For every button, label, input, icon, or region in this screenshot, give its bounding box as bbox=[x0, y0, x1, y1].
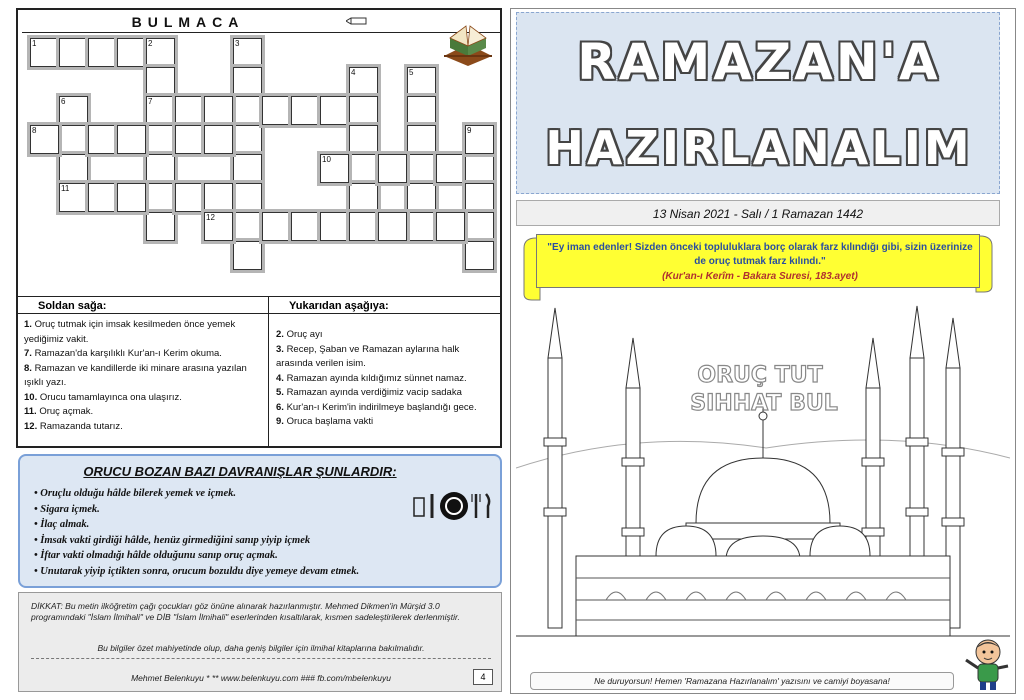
crossword-cell[interactable] bbox=[320, 212, 349, 241]
verse-scroll bbox=[522, 232, 994, 302]
notice-panel bbox=[18, 592, 502, 692]
notice-separator bbox=[31, 658, 491, 659]
crossword-cell[interactable] bbox=[349, 154, 378, 183]
crossword-cell[interactable] bbox=[117, 125, 146, 154]
crossword-cell[interactable] bbox=[233, 241, 262, 270]
title-line-1: RAMAZAN'A bbox=[577, 33, 941, 91]
crossword-cell[interactable] bbox=[146, 67, 175, 96]
coloring-prompt: Ne duruyorsun! Hemen 'Ramazana Hazırlanalım' yazısını ve camiyi boyasana! bbox=[530, 672, 954, 690]
crossword-cell[interactable] bbox=[88, 38, 117, 67]
verse-body bbox=[536, 234, 980, 288]
title-line-2: HAZIRLANALIM bbox=[545, 121, 973, 175]
cell-number: 10 bbox=[322, 155, 331, 164]
crossword-cell[interactable] bbox=[436, 212, 465, 241]
crossword-cell[interactable] bbox=[117, 183, 146, 212]
fast-breaker-item: • İmsak vakti girdiği hâlde, henüz girmediğini sanıp yiyip içmek bbox=[34, 534, 311, 546]
crossword-cell[interactable] bbox=[146, 154, 175, 183]
cell-number: 11 bbox=[61, 184, 70, 193]
fast-breaker-item: • İlaç almak. bbox=[34, 519, 90, 530]
crossword-cell[interactable] bbox=[465, 241, 494, 270]
crossword-panel bbox=[16, 8, 502, 448]
crossword-cell[interactable] bbox=[204, 183, 233, 212]
cell-number: 9 bbox=[467, 126, 472, 135]
cell-number: 4 bbox=[351, 68, 356, 77]
crossword-cell[interactable] bbox=[175, 125, 204, 154]
clue-item: 8. Ramazan ve kandillerde iki minare arasına yazılan ışıklı yazı. bbox=[24, 362, 247, 388]
clue-item: 2. Oruç ayı bbox=[276, 329, 323, 340]
banner-line-1: ORUÇ TUT bbox=[697, 363, 823, 388]
verse-reference: (Kur'an-ı Kerîm - Bakara Suresi, 183.ayet) bbox=[662, 271, 858, 282]
page-number: 4 bbox=[473, 669, 493, 685]
mosque-illustration bbox=[516, 298, 1010, 648]
fast-breaker-item: • Oruçlu olduğu hâlde bilerek yemek ve içmek. bbox=[34, 488, 236, 499]
crossword-cell[interactable] bbox=[378, 212, 407, 241]
crossword-cell[interactable] bbox=[117, 38, 146, 67]
crossword-cell[interactable] bbox=[436, 154, 465, 183]
cell-number: 12 bbox=[206, 213, 215, 222]
crossword-cell[interactable] bbox=[146, 212, 175, 241]
cell-number: 5 bbox=[409, 68, 414, 77]
left-page bbox=[10, 8, 500, 694]
crossword-cell[interactable] bbox=[407, 125, 436, 154]
verse-text: "Ey iman edenler! Sizden önceki topluluklara borç olarak farz kılındığı gibi, sizin üzerinize de oruç tutmak farz kılındı." bbox=[547, 242, 973, 267]
cell-number: 1 bbox=[32, 39, 37, 48]
title-divider bbox=[22, 32, 500, 33]
crossword-cell[interactable] bbox=[465, 212, 494, 241]
author-footer: Mehmet Belenkuyu * ** www.belenkuyu.com ### fb.com/mbelenkuyu bbox=[131, 673, 391, 683]
fast-breaker-item: • Unutarak yiyip içtikten sonra, orucum bozuldu diye yemeye devam etmek. bbox=[34, 565, 360, 577]
crossword-cell[interactable] bbox=[349, 125, 378, 154]
cell-number: 7 bbox=[148, 97, 153, 106]
clue-item: 5. Ramazan ayında verdiğimiz vacip sadaka bbox=[276, 387, 462, 398]
crossword-cell[interactable] bbox=[378, 154, 407, 183]
crossword-cell[interactable] bbox=[88, 125, 117, 154]
crossword-cell[interactable] bbox=[465, 183, 494, 212]
fast-breakers-panel bbox=[18, 454, 502, 588]
crossword-cell[interactable] bbox=[291, 212, 320, 241]
crossword-grid bbox=[30, 38, 496, 290]
crossword-title: BULMACA bbox=[131, 14, 245, 30]
crossword-cell[interactable] bbox=[146, 125, 175, 154]
clue-item: 7. Ramazan'da karşılıklı Kur'an-ı Kerim okuma. bbox=[24, 348, 222, 359]
notice-subtext: Bu bilgiler özet mahiyetinde olup, daha geniş bilgiler için ilmihal kitaplarına bakılmalıdır. bbox=[97, 643, 425, 653]
crossword-cell[interactable] bbox=[349, 183, 378, 212]
cell-number: 6 bbox=[61, 97, 66, 106]
clue-divider bbox=[268, 296, 269, 446]
across-clues bbox=[24, 318, 262, 434]
crossword-cell[interactable] bbox=[204, 125, 233, 154]
banner-line-2: SIHHAT BUL bbox=[690, 391, 838, 416]
clue-item: 10. Orucu tamamlayınca ona ulaşırız. bbox=[24, 391, 182, 403]
crossword-cell[interactable] bbox=[465, 154, 494, 183]
crossword-cell[interactable] bbox=[291, 96, 320, 125]
fast-breakers-title: ORUCU BOZAN BAZI DAVRANIŞLAR ŞUNLARDIR: bbox=[83, 464, 397, 479]
crossword-cell[interactable] bbox=[88, 183, 117, 212]
crossword-cell[interactable] bbox=[233, 212, 262, 241]
crossword-cell[interactable] bbox=[204, 96, 233, 125]
cell-number: 2 bbox=[148, 39, 153, 48]
fast-breaker-item: • Sigara içmek. bbox=[34, 503, 100, 515]
clue-item: 6. Kur'an-ı Kerim'in indirilmeye başlandığı gece. bbox=[276, 401, 477, 413]
utensils-icon bbox=[412, 488, 492, 522]
fast-breakers-list bbox=[34, 486, 359, 579]
down-heading: Yukarıdan aşağıya: bbox=[269, 296, 500, 314]
crossword-cell[interactable] bbox=[407, 154, 436, 183]
cell-number: 8 bbox=[32, 126, 37, 135]
crossword-cell[interactable] bbox=[407, 96, 436, 125]
clue-item: 4. Ramazan ayında kıldığımız sünnet namaz. bbox=[276, 372, 467, 384]
crossword-cell[interactable] bbox=[175, 183, 204, 212]
pencil-icon bbox=[346, 16, 368, 26]
cell-number: 3 bbox=[235, 39, 240, 48]
down-clues bbox=[276, 328, 498, 430]
crossword-cell[interactable] bbox=[320, 96, 349, 125]
title-panel bbox=[516, 12, 1000, 194]
crossword-cell[interactable] bbox=[233, 67, 262, 96]
crossword-cell[interactable] bbox=[407, 212, 436, 241]
crossword-cell[interactable] bbox=[233, 96, 262, 125]
clue-item: 3. Recep, Şaban ve Ramazan aylarına halk arasında verilen isim. bbox=[276, 343, 460, 369]
fast-breaker-item: • İftar vakti olmadığı hâlde olduğunu sanıp oruç açmak. bbox=[34, 550, 278, 561]
crossword-cell[interactable] bbox=[262, 96, 291, 125]
clue-item: 1. Oruç tutmak için imsak kesilmeden önce yemek yediğimiz vakit. bbox=[24, 319, 236, 345]
crossword-cell[interactable] bbox=[59, 154, 88, 183]
crossword-cell[interactable] bbox=[349, 96, 378, 125]
clue-item: 12. Ramazanda tutarız. bbox=[24, 420, 123, 432]
crossword-cell[interactable] bbox=[262, 212, 291, 241]
crossword-cell[interactable] bbox=[349, 212, 378, 241]
crossword-cell[interactable] bbox=[233, 154, 262, 183]
notice-text: DİKKAT: Bu metin ilköğretim çağı çocukları göz önüne alınarak hazırlanmıştır. Mehmed Dikmen'in Mürşid 3.0 programındaki "İslam İlmihali" ve DİB "İslam İlmihali" eserlerinden kısaltılarak, kısmen sadeleştirilerek derlenmiştir. bbox=[31, 601, 460, 622]
crossword-cell[interactable] bbox=[59, 125, 88, 154]
crossword-cell[interactable] bbox=[146, 183, 175, 212]
clue-item: 11. Oruç açmak. bbox=[24, 406, 94, 417]
crossword-cell[interactable] bbox=[175, 96, 204, 125]
across-heading: Soldan sağa: bbox=[18, 296, 268, 314]
crossword-cell[interactable] bbox=[407, 183, 436, 212]
date-bar: 13 Nisan 2021 - Salı / 1 Ramazan 1442 bbox=[516, 200, 1000, 226]
crossword-cell[interactable] bbox=[233, 125, 262, 154]
right-page bbox=[510, 8, 1016, 694]
crossword-cell[interactable] bbox=[59, 38, 88, 67]
crossword-cell[interactable] bbox=[233, 183, 262, 212]
clue-item: 9. Oruca başlama vakti bbox=[276, 416, 374, 427]
child-mascot-icon bbox=[962, 636, 1012, 692]
